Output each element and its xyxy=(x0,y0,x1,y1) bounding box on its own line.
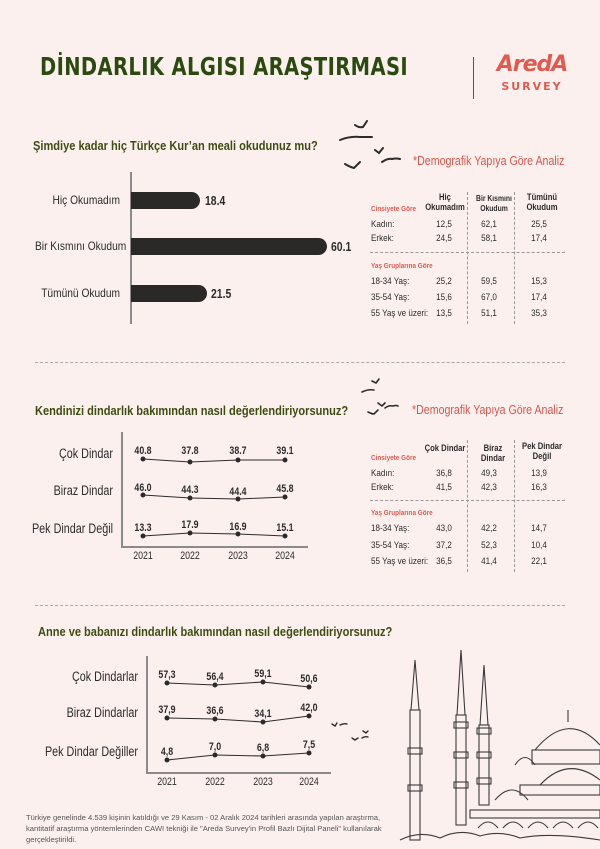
data-label: 16.9 xyxy=(229,521,247,533)
table-cell: 52,3 xyxy=(481,540,497,551)
table-header: Tümünü Okudum xyxy=(526,192,558,212)
x-tick-label: 2021 xyxy=(133,550,153,562)
bar-label: Hiç Okumadım xyxy=(52,193,120,207)
demographic-analysis-title: *Demografik Yapıya Göre Analiz xyxy=(413,154,565,168)
table-cell: 13,9 xyxy=(531,468,547,479)
series-label: Pek Dindar Değil xyxy=(31,521,114,536)
question-quran-meal: Şimdiye kadar hiç Türkçe Kur’an meali okudunuz mu? xyxy=(33,138,318,153)
data-label: 44.3 xyxy=(181,484,199,496)
table-cell: 58,1 xyxy=(481,233,497,244)
methodology-footnote: Türkiye genelinde 4.539 kişinin katıldığı ve 29 Kasım - 02 Aralık 2024 tarihleri arasında yapılan araştırma, kantitatif araştırma yöntemlerinden CAWI tekniği ile "Areda Survey'in Profil Bazlı Dijital Paneli" kullanılarak gerçekleştirildi. xyxy=(26,813,382,844)
demographic-analysis-title: *Demografik Yapıya Göre Analiz xyxy=(412,403,564,417)
table-cell: 49,3 xyxy=(481,468,497,479)
bar-value: 21.5 xyxy=(211,286,232,301)
table-cell: 17,4 xyxy=(531,292,547,303)
table-cell: 35,3 xyxy=(531,308,547,319)
data-label: 37.8 xyxy=(181,445,199,457)
mosque-illustration-icon xyxy=(400,640,600,849)
table-cell: 22,1 xyxy=(531,556,547,567)
x-tick-label: 2024 xyxy=(275,550,295,562)
data-label: 50,6 xyxy=(300,673,318,685)
data-label: 46.0 xyxy=(134,482,152,494)
data-label: 34,1 xyxy=(254,708,272,720)
x-tick-label: 2023 xyxy=(253,776,273,788)
bar-label: Tümünü Okudum xyxy=(41,286,120,300)
table-cell: 15,6 xyxy=(436,292,452,303)
table-cell: 16,3 xyxy=(531,482,547,493)
areda-logo: AredA xyxy=(496,52,568,77)
data-label: 4,8 xyxy=(160,746,174,758)
table-cell: 10,4 xyxy=(531,540,547,551)
table-cell: 42,2 xyxy=(481,523,497,534)
data-label: 6,8 xyxy=(256,742,270,754)
table-cell: 67,0 xyxy=(481,292,497,303)
survey-logo-text: SURVEY xyxy=(501,80,563,93)
data-label: 7,5 xyxy=(302,739,316,751)
table-header: Bir Kısmını Okudum xyxy=(476,194,512,213)
table-cell: 36,5 xyxy=(436,556,452,567)
question-parents-religiosity: Anne ve babanızı dindarlık bakımından nasıl değerlendiriyorsunuz? xyxy=(38,624,393,639)
series-label: Biraz Dindarlar xyxy=(66,705,138,720)
row-label: Erkek: xyxy=(371,482,394,493)
age-section-title: Yaş Gruplarına Göre xyxy=(371,508,433,517)
data-label: 39.1 xyxy=(276,445,294,457)
table-cell: 12,5 xyxy=(436,219,452,230)
gender-section-title: Cinsiyete Göre xyxy=(371,204,416,213)
data-label: 40.8 xyxy=(134,445,152,457)
table-header: Biraz Dindar xyxy=(480,443,506,463)
row-label: 55 Yaş ve üzeri: xyxy=(371,556,429,567)
x-tick-label: 2023 xyxy=(228,550,248,562)
table-cell: 41,4 xyxy=(481,556,497,567)
series-label: Çok Dindarlar xyxy=(71,669,138,684)
data-label: 37,9 xyxy=(158,704,176,716)
series-label: Çok Dindar xyxy=(58,446,113,461)
page-title: DİNDARLIK ALGISI ARAŞTIRMASI xyxy=(40,52,409,81)
table-header: Çok Dindar xyxy=(424,443,466,453)
row-label: 35-54 Yaş: xyxy=(371,540,410,551)
x-tick-label: 2024 xyxy=(299,776,319,788)
data-label: 17.9 xyxy=(181,519,199,531)
table-cell: 36,8 xyxy=(436,468,452,479)
table-cell: 41,5 xyxy=(436,482,452,493)
x-tick-label: 2022 xyxy=(205,776,225,788)
table-cell: 51,1 xyxy=(481,308,497,319)
data-label: 7,0 xyxy=(208,741,222,753)
table-cell: 25,5 xyxy=(531,219,547,230)
row-label: 18-34 Yaş: xyxy=(371,523,410,534)
data-label: 36,6 xyxy=(206,705,224,717)
x-tick-label: 2021 xyxy=(157,776,177,788)
row-label: Kadın: xyxy=(371,219,395,230)
data-label: 56,4 xyxy=(206,671,224,683)
bar-value: 18.4 xyxy=(205,193,226,208)
series-label: Pek Dindar Değiller xyxy=(44,744,138,759)
table-cell: 62,1 xyxy=(481,219,497,230)
table-cell: 13,5 xyxy=(436,308,452,319)
data-label: 13.3 xyxy=(134,522,152,534)
table-cell: 43,0 xyxy=(436,523,452,534)
bar-label: Bir Kısmını Okudum xyxy=(35,239,127,253)
data-label: 45.8 xyxy=(276,483,294,495)
age-section-title: Yaş Gruplarına Göre xyxy=(371,261,433,270)
x-tick-label: 2022 xyxy=(180,550,200,562)
question-self-religiosity: Kendinizi dindarlık bakımından nasıl değerlendiriyorsunuz? xyxy=(35,403,349,418)
data-label: 59,1 xyxy=(254,668,272,680)
bar-value: 60.1 xyxy=(331,239,352,254)
table-cell: 15,3 xyxy=(531,276,547,287)
table-header: Pek Dindar Değil xyxy=(522,441,562,461)
table-cell: 24,5 xyxy=(436,233,452,244)
row-label: 55 Yaş ve üzeri: xyxy=(371,308,429,319)
row-label: 35-54 Yaş: xyxy=(371,292,410,303)
data-label: 42,0 xyxy=(300,702,318,714)
table-cell: 17,4 xyxy=(531,233,547,244)
data-label: 38.7 xyxy=(229,445,247,457)
data-label: 44.4 xyxy=(229,486,247,498)
gender-section-title: Cinsiyete Göre xyxy=(371,453,416,462)
table-header: Hiç Okumadım xyxy=(425,192,465,212)
table-cell: 37,2 xyxy=(436,540,452,551)
table-cell: 59,5 xyxy=(481,276,497,287)
table-cell: 14,7 xyxy=(531,523,547,534)
row-label: Kadın: xyxy=(371,468,395,479)
series-label: Biraz Dindar xyxy=(53,483,113,498)
row-label: 18-34 Yaş: xyxy=(371,276,410,287)
data-label: 57,3 xyxy=(158,669,176,681)
table-cell: 42,3 xyxy=(481,482,497,493)
table-cell: 25,2 xyxy=(436,276,452,287)
data-label: 15.1 xyxy=(276,522,294,534)
row-label: Erkek: xyxy=(371,233,394,244)
